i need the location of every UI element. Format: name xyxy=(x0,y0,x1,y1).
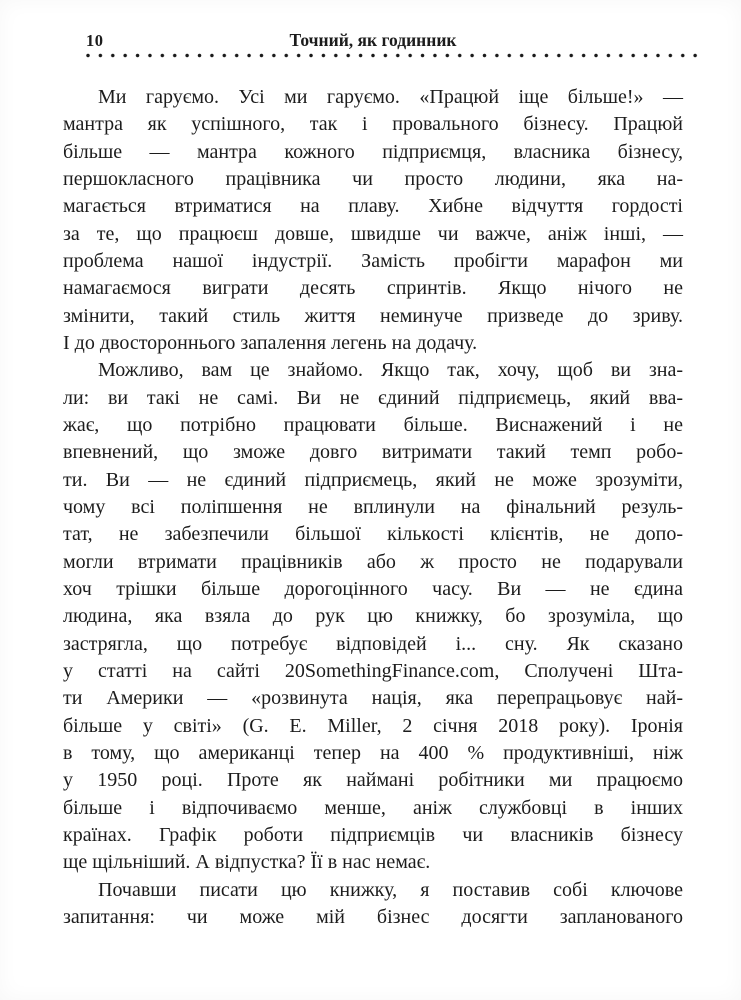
text-line: намагаємося виграти десять спринтів. Якщо нічого не xyxy=(63,277,683,300)
text-line: ще щільніший. А відпустка? Її в нас немає. xyxy=(63,851,431,874)
text-line: застрягла, що потребує відповідей і... сну. Як сказано xyxy=(63,632,683,655)
paragraph xyxy=(63,877,683,932)
text-line: І до двостороннього запалення легень на додачу. xyxy=(63,331,478,354)
page-header xyxy=(63,30,683,52)
text-line: країнах. Графік роботи підприємців чи власників бізнесу xyxy=(63,823,683,846)
text-line: мантра як успішного, так і провального бізнесу. Працюй xyxy=(63,113,683,136)
dotted-separator xyxy=(86,53,704,58)
text-line: проблема нашої індустрії. Замість пробігти марафон ми xyxy=(63,249,683,272)
text-line: Можливо, вам це знайомо. Якщо так, хочу, щоб ви зна- xyxy=(98,359,683,382)
paragraph xyxy=(63,357,683,876)
paragraph xyxy=(63,84,683,357)
text-line: ти Америки — «розвинута нація, яка перепрацьовує най- xyxy=(63,687,683,710)
running-title: Точний, як годинник xyxy=(289,30,457,50)
text-line: могли втримати працівників або ж просто не подарували xyxy=(63,550,683,573)
text-line: більше — мантра кожного підприємця, власника бізнесу, xyxy=(63,140,683,163)
text-line: більше у світі» (G. E. Miller, 2 січня 2018 року). Іронія xyxy=(63,714,683,737)
text-line: Ми гаруємо. Усі ми гаруємо. «Працюй іще більше!» — xyxy=(98,86,683,108)
text-line: впевнений, що зможе довго витримати такий темп робо- xyxy=(63,441,683,464)
text-line: першокласного працівника чи просто людини, яка на- xyxy=(63,167,683,190)
text-line: в тому, що американці тепер на 400 % продуктивніші, ніж xyxy=(63,741,683,764)
text-line: магається втриматися на плаву. Хибне відчуття гордості xyxy=(63,195,683,218)
text-line: змінити, такий стиль життя неминуче призведе до зриву. xyxy=(63,304,683,327)
text-line: ли: ви такі не самі. Ви не єдиний підприємець, який вва- xyxy=(63,386,683,409)
text-line: хоч трішки більше дорогоцінного часу. Ви — не єдина xyxy=(63,577,683,600)
text-line: у 1950 році. Проте як наймані робітники ми працюємо xyxy=(63,769,683,792)
text-line: людина, яка взяла до рук цю книжку, бо зрозуміла, що xyxy=(63,605,683,628)
text-line: жає, що потрібно працювати більше. Виснажений і не xyxy=(63,413,683,436)
text-line: за те, що працюєш довше, швидше чи важче, аніж інші, — xyxy=(63,222,683,245)
text-block xyxy=(63,84,683,931)
text-line: у статті на сайті 20SomethingFinance.com, Сполучені Шта- xyxy=(63,659,683,682)
text-line: тат, не забезпечили більшої кількості клієнтів, не допо- xyxy=(63,523,683,546)
text-line: запитання: чи може мій бізнес досягти запланованого xyxy=(63,905,683,928)
text-line: більше і відпочиваємо менше, аніж службовці в інших xyxy=(63,796,683,819)
text-line: ти. Ви — не єдиний підприємець, який не може зрозуміти, xyxy=(63,468,683,491)
page-number: 10 xyxy=(86,31,104,50)
text-line: чому всі поліпшення не вплинули на фінальний резуль- xyxy=(63,495,683,518)
text-line: Почавши писати цю книжку, я поставив собі ключове xyxy=(98,878,683,901)
